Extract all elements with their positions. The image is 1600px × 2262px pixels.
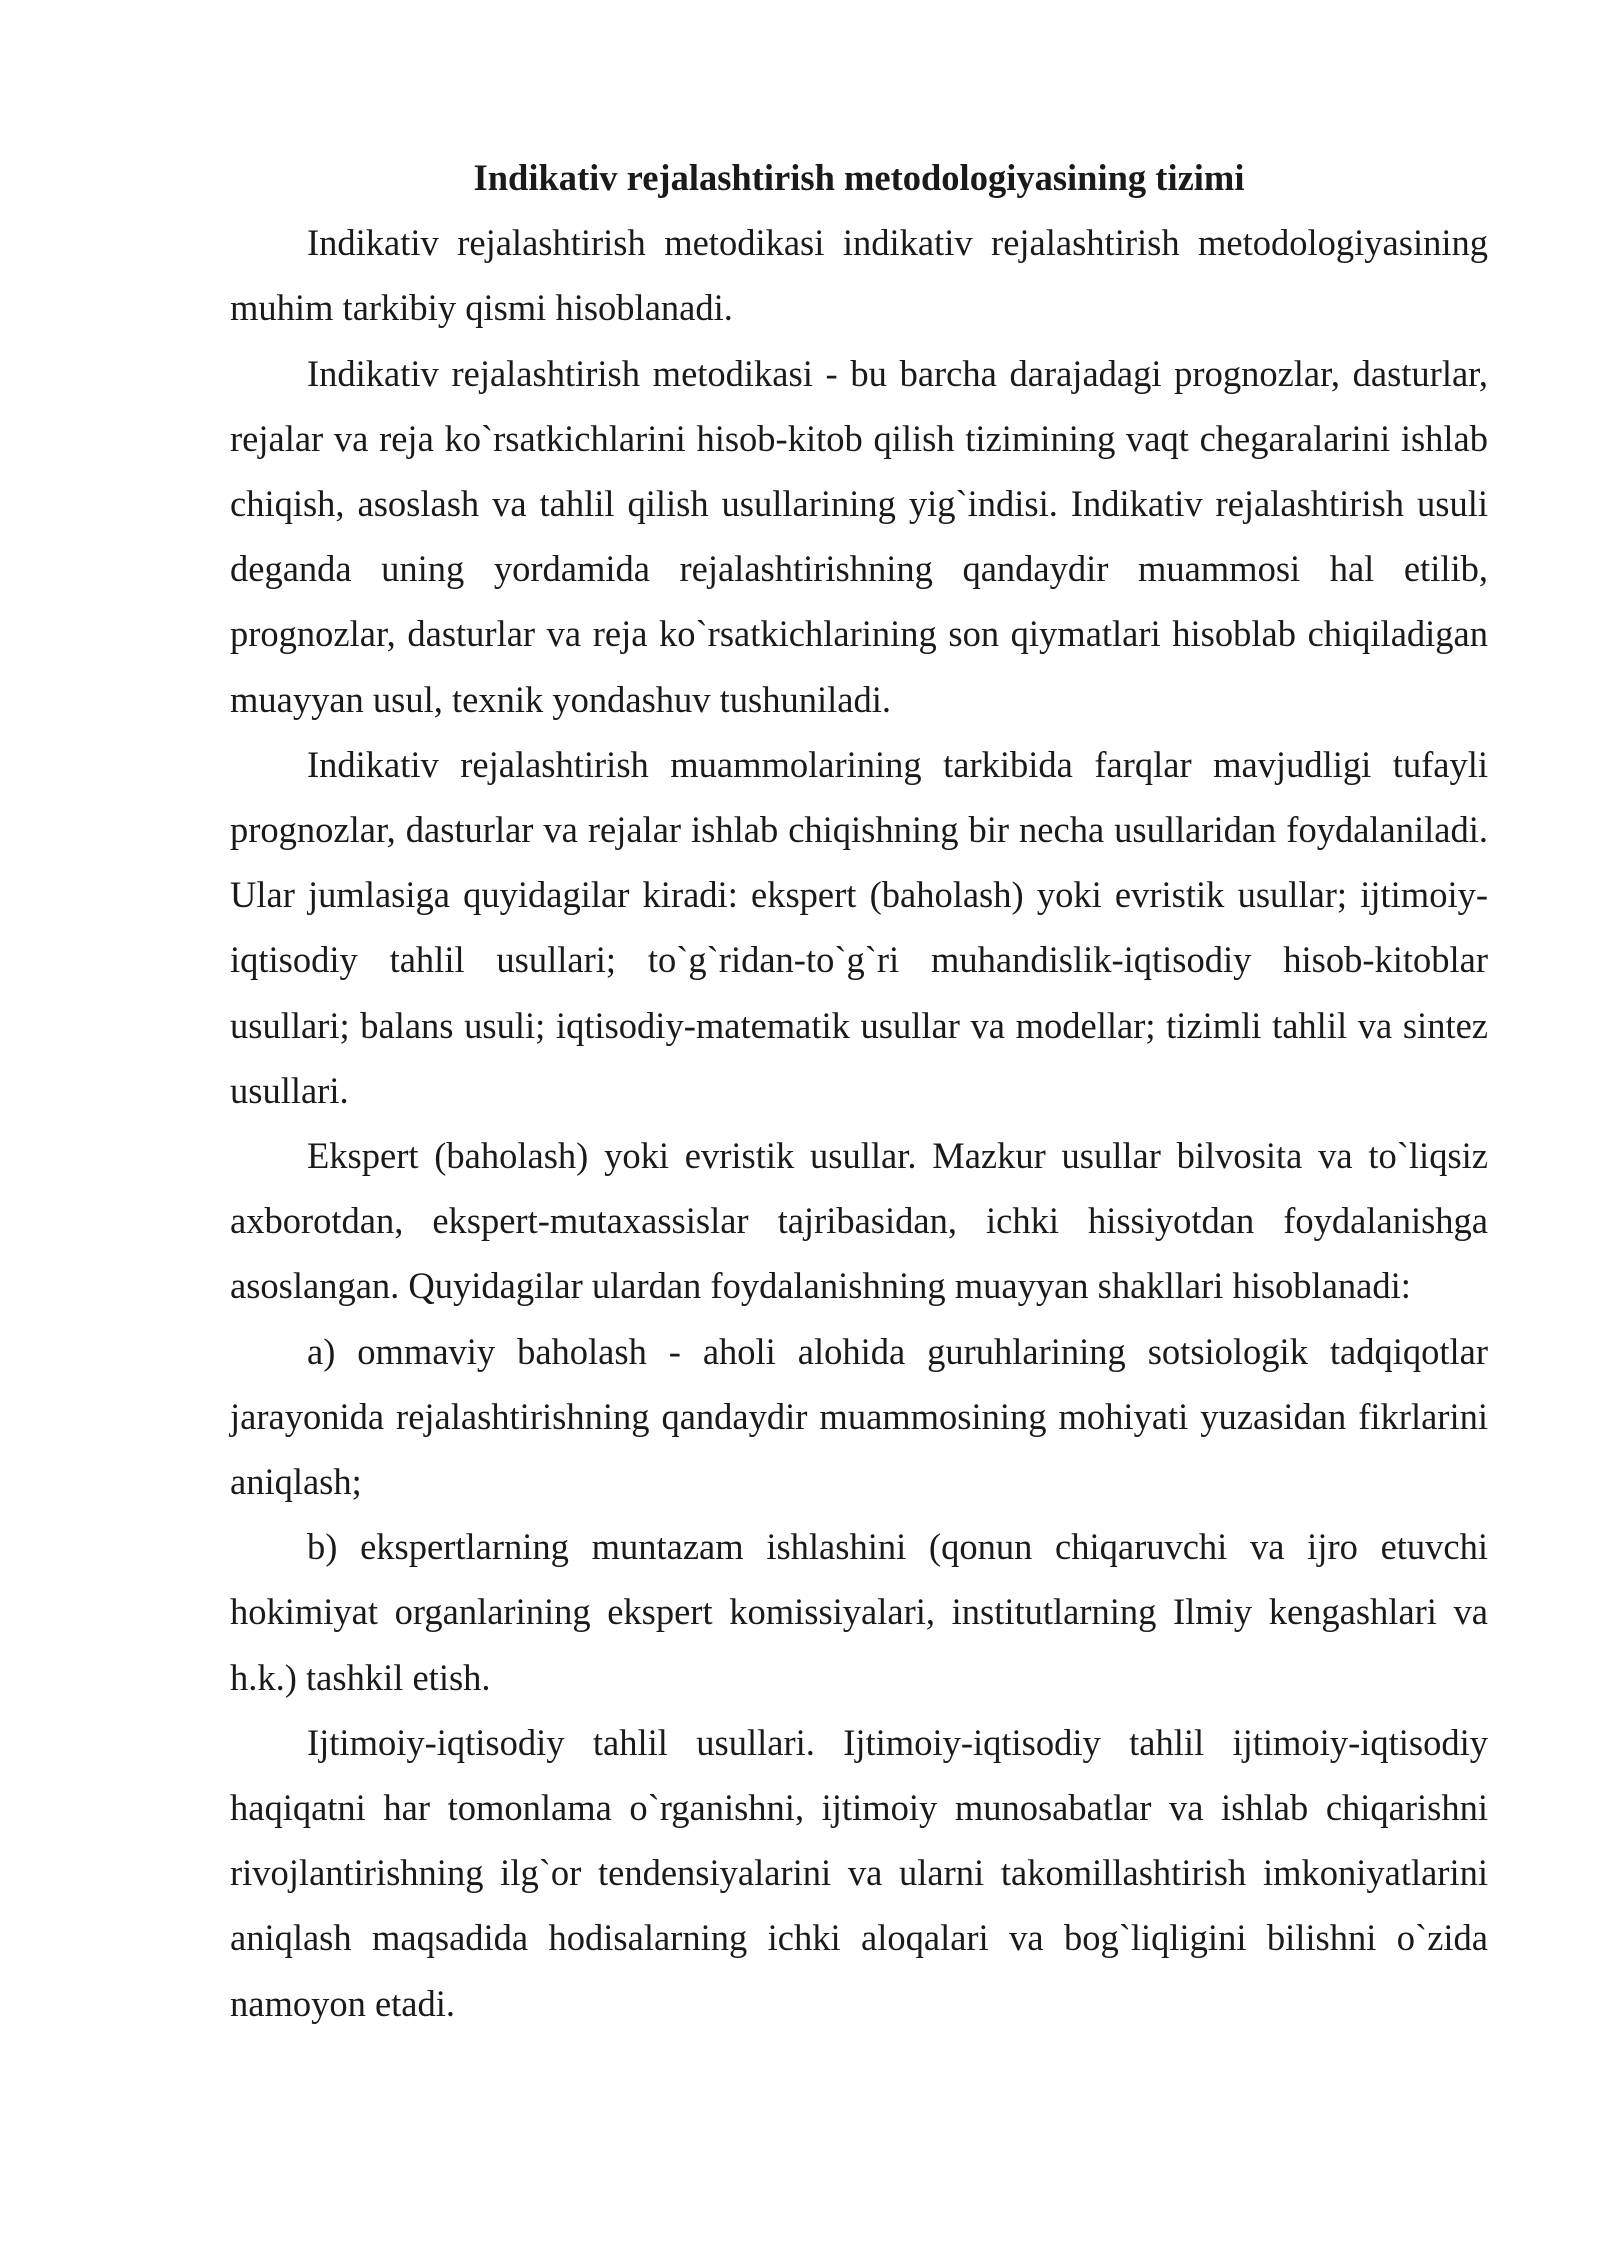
paragraph-2: Indikativ rejalashtirish metodikasi - bu barcha darajadagi prognozlar, dasturlar, rejalar va reja ko`rsatkichlarini hisob-kitob qilish tizimining vaqt chegaralarini ishlab chiqish, asoslash va tahlil qilish usullarining yig`indisi. Indikativ rejalashtirish usuli deganda uning yordamida rejalashtirishning qandaydir muammosi hal etilib, prognozlar, dasturlar va reja ko`rsatkichlarining son qiymatlari hisoblab chiqiladigan muayyan usul, texnik yondashuv tushuniladi. bbox=[230, 352, 1488, 720]
paragraph-5-list-item-a: a) ommaviy baholash - aholi alohida guruhlarining sotsiologik tadqiqotlar jarayonida rejalashtirishning qandaydir muammosining mohiyati yuzasidan fikrlarini aniqlash; bbox=[230, 1330, 1488, 1503]
document-page bbox=[230, 145, 1488, 2036]
paragraph-3: Indikativ rejalashtirish muammolarining tarkibida farqlar mavjudligi tufayli prognozlar, dasturlar va rejalar ishlab chiqishning bir necha usullaridan foydalaniladi. Ular jumlasiga quyidagilar kiradi: ekspert (baholash) yoki evristik usullar; ijtimoiy-iqtisodiy tahlil usullari; to`g`ridan-to`g`ri muhandislik-iqtisodiy hisob-kitoblar usullari; balans usuli; iqtisodiy-matematik usullar va modellar; tizimli tahlil va sintez usullari. bbox=[230, 743, 1488, 1111]
paragraph-7: Ijtimoiy-iqtisodiy tahlil usullari. Ijtimoiy-iqtisodiy tahlil ijtimoiy-iqtisodiy haqiqatni har tomonlama o`rganishni, ijtimoiy munosabatlar va ishlab chiqarishni rivojlantirishning ilg`or tendensiyalarini va ularni takomillashtirish imkoniyatlarini aniqlash maqsadida hodisalarning ichki aloqalari va bog`liqligini bilishni o`zida namoyon etadi. bbox=[230, 1721, 1488, 2024]
paragraph-1: Indikativ rejalashtirish metodikasi indikativ rejalashtirish metodologiyasining muhim tarkibiy qismi hisoblanadi. bbox=[230, 222, 1488, 329]
paragraph-6-list-item-b: b) ekspertlarning muntazam ishlashini (qonun chiqaruvchi va ijro etuvchi hokimiyat organlarining ekspert komissiyalari, institutlarning Ilmiy kengashlari va h.k.) tashkil etish. bbox=[230, 1526, 1488, 1698]
document-title: Indikativ rejalashtirish metodologiyasining tizimi bbox=[473, 157, 1245, 198]
paragraph-4: Ekspert (baholash) yoki evristik usullar. Mazkur usullar bilvosita va to`liqsiz axborotdan, ekspert-mutaxassislar tajribasidan, ichki hissiyotdan foydalanishga asoslangan. Quyidagilar ulardan foydalanishning muayyan shakllari hisoblanadi: bbox=[230, 1135, 1488, 1307]
